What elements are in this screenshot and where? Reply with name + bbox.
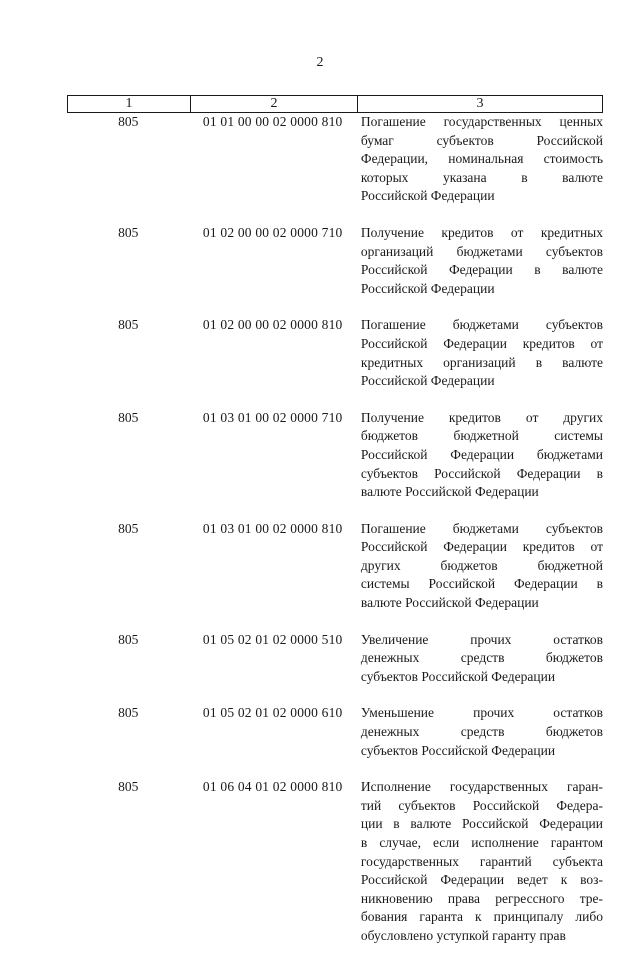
description-line: бования гаранта к принципалу либо	[360, 909, 603, 925]
description-line: Российской Федерации бюджетами	[360, 446, 603, 462]
budget-code-cell: 01 01 00 00 02 0000 810	[202, 114, 343, 129]
description-line: бюджетов бюджетной системы	[360, 428, 603, 444]
description-line: системы Российской Федерации в	[360, 576, 603, 592]
table-row	[67, 409, 603, 502]
description-line: Российской Федерации кредитов от	[360, 335, 603, 351]
description-line: Погашение бюджетами субъектов	[360, 317, 603, 333]
budget-code-cell: 01 03 01 00 02 0000 810	[202, 520, 343, 536]
admin-code-cell: 805	[118, 520, 139, 536]
description-line: Получение кредитов от других	[360, 409, 603, 425]
header-col-2: 2	[191, 96, 358, 112]
table-body	[67, 113, 603, 964]
description-line: тий субъектов Российской Федера-	[360, 797, 603, 813]
description-line: Получение кредитов от кредитных	[360, 224, 603, 240]
description-line: никновению права регрессного тре-	[360, 890, 603, 906]
table-row	[67, 113, 603, 206]
description-line: субъектов Российской Федерации	[360, 668, 556, 684]
description-line: Российской Федерации ведет к воз-	[360, 872, 603, 888]
description-line: Исполнение государственных гаран-	[360, 779, 603, 795]
budget-code-cell: 01 06 04 01 02 0000 810	[202, 779, 343, 795]
description-cell	[356, 520, 603, 613]
description-cell	[356, 778, 603, 945]
admin-code-cell: 805	[118, 705, 139, 721]
budget-code-cell: 01 02 00 00 02 0000 810	[202, 317, 343, 333]
description-line: других бюджетов бюджетной	[360, 557, 603, 573]
description-line: Российской Федерации	[360, 280, 495, 296]
description-line: в случае, если исполнение гарантом	[360, 835, 603, 850]
description-line: ции в валюте Российской Федерации	[360, 816, 603, 832]
description-line: валюте Российской Федерации	[360, 595, 539, 611]
description-line: Уменьшение прочих остатков	[360, 705, 603, 721]
description-cell	[356, 113, 603, 206]
description-line: организаций бюджетами субъектов	[360, 243, 603, 259]
table-row	[67, 316, 603, 390]
description-line: Увеличение прочих остатков	[360, 631, 603, 647]
description-cell	[356, 409, 603, 502]
description-line: государственных гарантий субъекта	[360, 853, 603, 869]
description-cell	[356, 316, 603, 390]
table-row	[67, 631, 603, 687]
description-line: Российской Федерации в валюте	[360, 262, 603, 278]
description-line: кредитных организаций в валюте	[360, 354, 603, 370]
admin-code-cell: 805	[118, 779, 139, 795]
budget-code-cell: 01 05 02 01 02 0000 510	[202, 631, 343, 647]
admin-code-cell: 805	[118, 631, 139, 647]
description-line: Погашение государственных ценных	[360, 114, 603, 129]
table-row	[67, 704, 603, 760]
description-line: субъектов Российской Федерации	[360, 742, 556, 758]
page-number: 2	[316, 55, 324, 70]
description-line: Российской Федерации	[360, 373, 495, 389]
description-line: обусловлено уступкой гаранту прав	[360, 927, 566, 943]
description-cell	[356, 631, 603, 687]
budget-code-cell: 01 03 01 00 02 0000 710	[202, 409, 343, 425]
description-line: денежных средств бюджетов	[360, 650, 603, 666]
description-line: бумаг субъектов Российской	[360, 132, 603, 148]
description-line: Погашение бюджетами субъектов	[360, 520, 603, 536]
description-line: субъектов Российской Федерации в	[360, 465, 603, 481]
table-row	[67, 520, 603, 613]
description-line: Федерации, номинальная стоимость	[360, 151, 603, 167]
budget-code-cell: 01 05 02 01 02 0000 610	[202, 705, 343, 721]
table-header	[67, 95, 603, 113]
budget-code-cell: 01 02 00 00 02 0000 710	[202, 224, 343, 240]
admin-code-cell: 805	[118, 114, 139, 129]
admin-code-cell: 805	[118, 317, 139, 333]
description-cell	[356, 224, 603, 298]
description-line: Российской Федерации	[360, 188, 495, 204]
header-col-1: 1	[68, 96, 191, 112]
description-line: которых указана в валюте	[360, 169, 603, 185]
admin-code-cell: 805	[118, 409, 139, 425]
table-row	[67, 224, 603, 298]
description-line: денежных средств бюджетов	[360, 724, 603, 740]
description-line: Российской Федерации кредитов от	[360, 539, 603, 555]
table-row	[67, 778, 603, 945]
description-cell	[356, 704, 603, 760]
description-line: валюте Российской Федерации	[360, 484, 539, 500]
header-col-3: 3	[476, 96, 484, 111]
admin-code-cell: 805	[118, 224, 139, 240]
